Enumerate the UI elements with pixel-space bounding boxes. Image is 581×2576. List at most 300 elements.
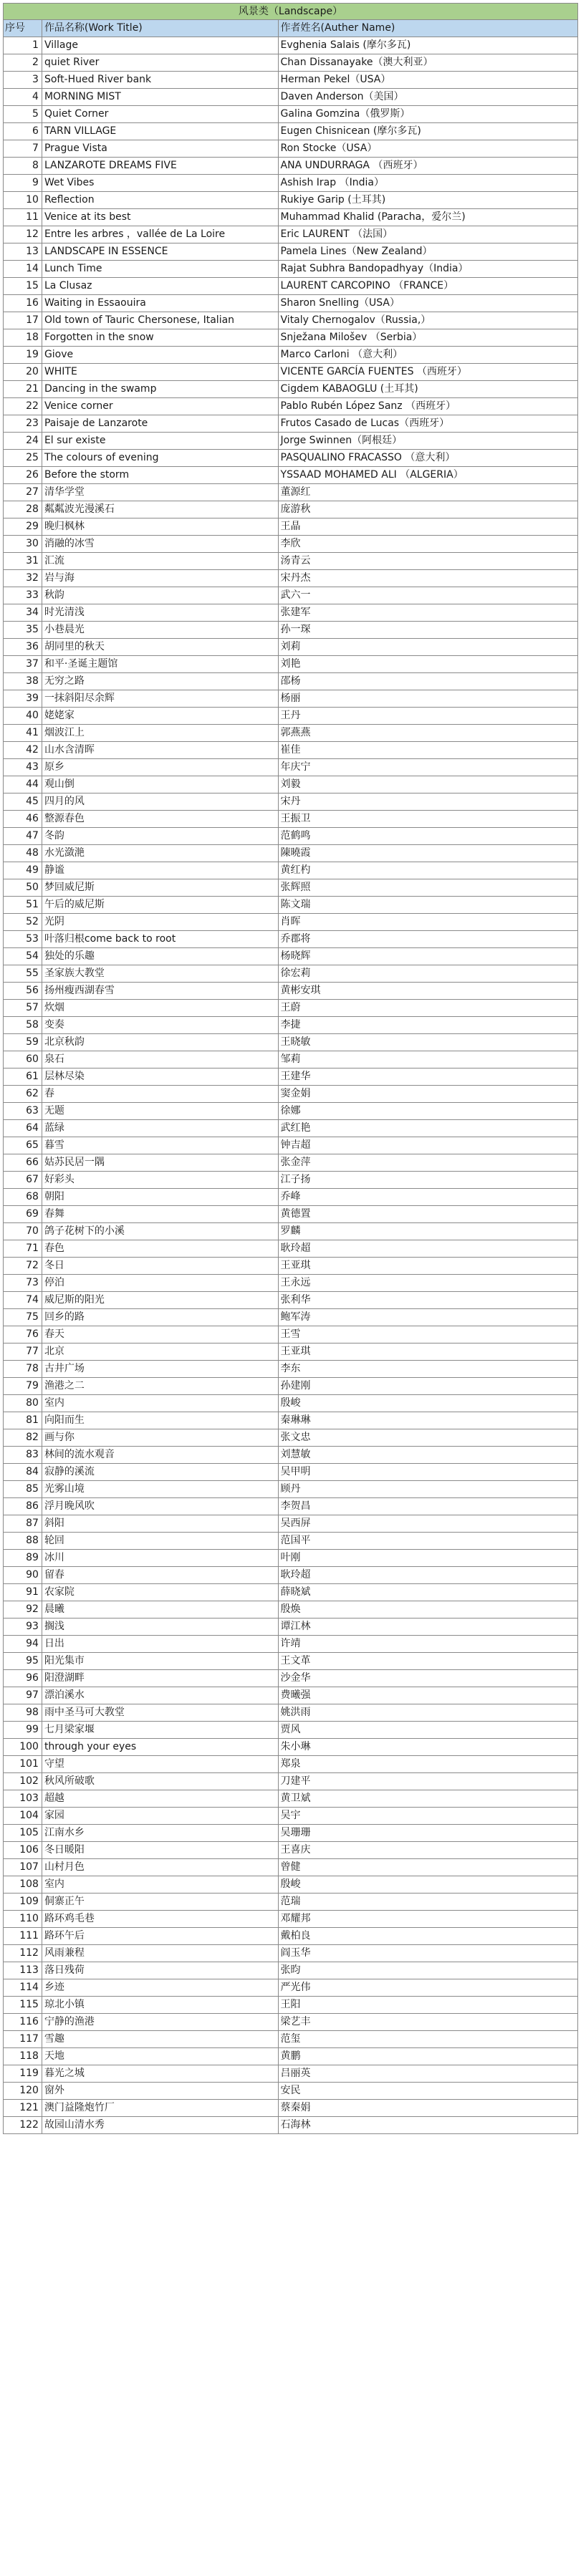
table-row [3, 1326, 578, 1344]
author-name-cell: 徐宏莉 [279, 965, 578, 982]
table-row [3, 1240, 578, 1258]
author-name-cell: 张文忠 [279, 1429, 578, 1446]
work-title-cell: 春 [42, 1086, 279, 1102]
row-number: 38 [4, 673, 42, 690]
work-title-cell: 无题 [42, 1103, 279, 1119]
row-number: 52 [4, 914, 42, 930]
author-name-cell: 江子扬 [279, 1172, 578, 1188]
table-row [3, 759, 578, 776]
row-number: 70 [4, 1223, 42, 1240]
table-row [3, 1481, 578, 1498]
table-row [3, 1344, 578, 1361]
row-number: 76 [4, 1326, 42, 1343]
row-number: 19 [4, 347, 42, 363]
author-name-cell: 黄德置 [279, 1206, 578, 1222]
author-name-cell: 顾丹 [279, 1481, 578, 1497]
work-title-cell: 路环鸡毛巷 [42, 1911, 279, 1927]
work-title-cell: 烟波江上 [42, 725, 279, 741]
work-title-cell: El sur existe [42, 433, 279, 449]
author-name-cell: 秦琳琳 [279, 1412, 578, 1429]
author-name-cell: 乔峰 [279, 1189, 578, 1205]
author-name-cell: 薛晓斌 [279, 1584, 578, 1601]
table-row [3, 1808, 578, 1825]
table-row [3, 37, 578, 54]
row-number: 14 [4, 261, 42, 277]
work-title-cell: 故园山清水秀 [42, 2117, 279, 2133]
header-no: 序号 [4, 20, 42, 37]
table-row [3, 1292, 578, 1309]
author-name-cell: 陈文瑞 [279, 897, 578, 913]
row-number: 113 [4, 1962, 42, 1979]
table-row [3, 1378, 578, 1395]
author-name-cell: 王喜庆 [279, 1842, 578, 1858]
work-title-cell: 春色 [42, 1240, 279, 1257]
table-row [3, 398, 578, 415]
work-title-cell: 乡迹 [42, 1979, 279, 1996]
row-number: 68 [4, 1189, 42, 1205]
table-row [3, 1567, 578, 1584]
row-number: 32 [4, 570, 42, 587]
work-title-cell: 晚归枫林 [42, 518, 279, 535]
author-name-cell: 戴柏良 [279, 1928, 578, 1944]
work-title-cell: 守望 [42, 1756, 279, 1772]
table-row [3, 570, 578, 587]
row-number: 6 [4, 123, 42, 140]
table-row [3, 673, 578, 690]
work-title-cell: 北京秋韵 [42, 1034, 279, 1051]
row-number: 90 [4, 1567, 42, 1583]
work-title-cell: 澳门益隆炮竹厂 [42, 2100, 279, 2116]
author-name-cell: Herman Pekel（USA） [279, 72, 578, 88]
table-row [3, 175, 578, 192]
row-number: 48 [4, 845, 42, 862]
work-title-cell: Waiting in Essaouira [42, 295, 279, 312]
row-number: 73 [4, 1275, 42, 1291]
table-row [3, 295, 578, 312]
work-title-cell: 秋风所破歌 [42, 1773, 279, 1790]
work-title-cell: 北京 [42, 1344, 279, 1360]
work-title-cell: 姥姥家 [42, 708, 279, 724]
author-name-cell: 王永远 [279, 1275, 578, 1291]
work-title-cell: Soft-Hued River bank [42, 72, 279, 88]
table-row [3, 845, 578, 862]
author-name-cell: Ashish Irap （India） [279, 175, 578, 191]
table-row [3, 1189, 578, 1206]
table-row [3, 1103, 578, 1120]
work-title-cell: 江南水乡 [42, 1825, 279, 1841]
row-number: 109 [4, 1894, 42, 1910]
author-name-cell: 黄红杓 [279, 862, 578, 879]
work-title-cell: 暮光之城 [42, 2065, 279, 2082]
author-name-cell: Vitaly Chernogalov（Russia,） [279, 312, 578, 329]
row-number: 95 [4, 1653, 42, 1669]
row-number: 71 [4, 1240, 42, 1257]
row-number: 64 [4, 1120, 42, 1137]
row-number: 118 [4, 2048, 42, 2065]
row-number: 87 [4, 1515, 42, 1532]
author-name-cell: 徐娜 [279, 1103, 578, 1119]
author-name-cell: 张金萍 [279, 1154, 578, 1171]
work-title-cell: 梦回威尼斯 [42, 879, 279, 896]
author-name-cell: 张辉照 [279, 879, 578, 896]
row-number: 112 [4, 1945, 42, 1962]
table-row [3, 828, 578, 845]
work-title-cell: Paisaje de Lanzarote [42, 415, 279, 432]
author-name-cell: 刘慧敏 [279, 1447, 578, 1463]
row-number: 92 [4, 1601, 42, 1618]
row-number: 53 [4, 931, 42, 947]
work-title-cell: Wet Vibes [42, 175, 279, 191]
row-number: 26 [4, 467, 42, 483]
author-name-cell: 鲍军涛 [279, 1309, 578, 1326]
author-name-cell: 宋丹杰 [279, 570, 578, 587]
work-title-cell: 风雨兼程 [42, 1945, 279, 1962]
row-number: 61 [4, 1068, 42, 1085]
table-row [3, 261, 578, 278]
table-row [3, 914, 578, 931]
author-name-cell: 孙一琛 [279, 622, 578, 638]
work-title-cell: 阳光集市 [42, 1653, 279, 1669]
row-number: 66 [4, 1154, 42, 1171]
row-number: 67 [4, 1172, 42, 1188]
table-row [3, 1739, 578, 1756]
work-title-cell: 轮回 [42, 1533, 279, 1549]
author-name-cell: 郑泉 [279, 1756, 578, 1772]
author-name-cell: Jorge Swinnen（阿根廷） [279, 433, 578, 449]
row-number: 2 [4, 54, 42, 71]
work-title-cell: 静谧 [42, 862, 279, 879]
table-row [3, 1447, 578, 1464]
work-title-cell: 叶落归根come back to root [42, 931, 279, 947]
table-row [3, 708, 578, 725]
author-name-cell: 严光伟 [279, 1979, 578, 1996]
table-row [3, 725, 578, 742]
table-row [3, 347, 578, 364]
table-row [3, 72, 578, 89]
author-name-cell: 王文革 [279, 1653, 578, 1669]
work-title-cell: 粼粼波光漫溪石 [42, 501, 279, 518]
work-title-cell: 晨曦 [42, 1601, 279, 1618]
table-row [3, 312, 578, 329]
table-row [3, 364, 578, 381]
author-name-cell: PASQUALINO FRACASSO （意大利） [279, 450, 578, 466]
work-title-cell: 落日残荷 [42, 1962, 279, 1979]
author-name-cell: Eugen Chisnicean (摩尔多瓦) [279, 123, 578, 140]
spreadsheet [3, 3, 578, 2134]
author-name-cell: 贾风 [279, 1722, 578, 1738]
table-row [3, 1034, 578, 1051]
author-name-cell: 邓耀邦 [279, 1911, 578, 1927]
table-row [3, 639, 578, 656]
work-title-cell: 鸽子花树下的小溪 [42, 1223, 279, 1240]
table-row [3, 243, 578, 261]
author-name-cell: 李东 [279, 1361, 578, 1377]
row-number: 42 [4, 742, 42, 758]
row-number: 72 [4, 1258, 42, 1274]
author-name-cell: LAURENT CARCOPINO （FRANCE） [279, 278, 578, 294]
author-name-cell: 王晓敏 [279, 1034, 578, 1051]
author-name-cell: 朱小琳 [279, 1739, 578, 1755]
table-row [3, 965, 578, 983]
author-name-cell: 董源红 [279, 484, 578, 501]
table-row [3, 931, 578, 948]
table-row [3, 1756, 578, 1773]
work-title-cell: WHITE [42, 364, 279, 380]
table-row [3, 983, 578, 1000]
table-row [3, 2117, 578, 2134]
header-work-title: 作品名称(Work Title) [42, 20, 279, 37]
work-title-cell: 雪趣 [42, 2031, 279, 2047]
table-row [3, 587, 578, 604]
author-name-cell: 王丹 [279, 708, 578, 724]
table-row [3, 1395, 578, 1412]
work-title-cell: Prague Vista [42, 140, 279, 157]
author-name-cell: 黄彬安琪 [279, 983, 578, 999]
table-row [3, 1498, 578, 1515]
author-name-cell: 肖晖 [279, 914, 578, 930]
row-number: 86 [4, 1498, 42, 1515]
table-row [3, 793, 578, 811]
table-row [3, 1928, 578, 1945]
table-row [3, 467, 578, 484]
row-number: 104 [4, 1808, 42, 1824]
author-name-cell: 王晶 [279, 518, 578, 535]
work-title-cell: 和平·圣诞主题馆 [42, 656, 279, 672]
table-row [3, 1206, 578, 1223]
author-name-cell: 刘毅 [279, 776, 578, 793]
row-number: 41 [4, 725, 42, 741]
table-row [3, 433, 578, 450]
table-row [3, 1172, 578, 1189]
row-number: 84 [4, 1464, 42, 1480]
row-number: 119 [4, 2065, 42, 2082]
row-number: 39 [4, 690, 42, 707]
row-number: 45 [4, 793, 42, 810]
row-number: 57 [4, 1000, 42, 1016]
work-title-cell: 古井广场 [42, 1361, 279, 1377]
table-row [3, 776, 578, 793]
work-title-cell: 侗寨正午 [42, 1894, 279, 1910]
work-title-cell: 画与你 [42, 1429, 279, 1446]
table-row [3, 1533, 578, 1550]
row-number: 99 [4, 1722, 42, 1738]
work-title-cell: through your eyes [42, 1739, 279, 1755]
row-number: 116 [4, 2014, 42, 2030]
work-title-cell: 消融的冰雪 [42, 536, 279, 552]
work-title-cell: 冰川 [42, 1550, 279, 1566]
row-number: 111 [4, 1928, 42, 1944]
author-name-cell: 孙建刚 [279, 1378, 578, 1394]
row-number: 59 [4, 1034, 42, 1051]
work-title-cell: 光阴 [42, 914, 279, 930]
author-name-cell: 武红艳 [279, 1120, 578, 1137]
table-row [3, 1584, 578, 1601]
author-name-cell: 沙金华 [279, 1670, 578, 1687]
work-title-cell: 四月的风 [42, 793, 279, 810]
work-title-cell: 琼北小镇 [42, 1997, 279, 2013]
row-number: 114 [4, 1979, 42, 1996]
work-title-cell: 胡同里的秋天 [42, 639, 279, 655]
row-number: 10 [4, 192, 42, 208]
table-row [3, 1515, 578, 1533]
author-name-cell: 李捷 [279, 1017, 578, 1033]
author-name-cell: Muhammad Khalid (Paracha，爱尔兰) [279, 209, 578, 226]
row-number: 7 [4, 140, 42, 157]
row-number: 50 [4, 879, 42, 896]
work-title-cell: 观山倒 [42, 776, 279, 793]
table-row [3, 123, 578, 140]
author-name-cell: Sharon Snelling（USA） [279, 295, 578, 312]
row-number: 122 [4, 2117, 42, 2133]
row-number: 74 [4, 1292, 42, 1308]
row-number: 83 [4, 1447, 42, 1463]
work-title-cell: 阳澄湖畔 [42, 1670, 279, 1687]
work-title-cell: 日出 [42, 1636, 279, 1652]
row-number: 80 [4, 1395, 42, 1412]
table-row [3, 1275, 578, 1292]
work-title-cell: MORNING MIST [42, 89, 279, 105]
work-title-cell: LANZAROTE DREAMS FIVE [42, 158, 279, 174]
author-name-cell: 殷峻 [279, 1395, 578, 1412]
author-name-cell: 蔡秦娟 [279, 2100, 578, 2116]
work-title-cell: 原乡 [42, 759, 279, 776]
author-name-cell: 吴珊珊 [279, 1825, 578, 1841]
row-number: 44 [4, 776, 42, 793]
work-title-cell: 春舞 [42, 1206, 279, 1222]
work-title-cell: 超越 [42, 1790, 279, 1807]
table-row [3, 690, 578, 708]
work-title-cell: 搁浅 [42, 1619, 279, 1635]
row-number: 78 [4, 1361, 42, 1377]
work-title-cell: 冬日 [42, 1258, 279, 1274]
author-name-cell: Cigdem KABAOGLU (土耳其) [279, 381, 578, 397]
table-row [3, 1223, 578, 1240]
author-name-cell: Ron Stocke（USA） [279, 140, 578, 157]
row-number: 46 [4, 811, 42, 827]
author-name-cell: 范玺 [279, 2031, 578, 2047]
row-number: 82 [4, 1429, 42, 1446]
author-name-cell: 王阳 [279, 1997, 578, 2013]
row-number: 110 [4, 1911, 42, 1927]
table-row [3, 1636, 578, 1653]
table-row [3, 742, 578, 759]
work-title-cell: 冬韵 [42, 828, 279, 844]
work-title-cell: 一抹斜阳尽余辉 [42, 690, 279, 707]
row-number: 5 [4, 106, 42, 122]
work-title-cell: 威尼斯的阳光 [42, 1292, 279, 1308]
table-row [3, 948, 578, 965]
table-row [3, 2083, 578, 2100]
header-author-name: 作者姓名(Auther Name) [279, 20, 578, 37]
table-row [3, 1842, 578, 1859]
work-title-cell: 室内 [42, 1876, 279, 1893]
work-title-cell: 宁静的渔港 [42, 2014, 279, 2030]
work-title-cell: 清华学堂 [42, 484, 279, 501]
author-name-cell: Rajat Subhra Bandopadhyay（India） [279, 261, 578, 277]
work-title-cell: 林间的流水观音 [42, 1447, 279, 1463]
work-title-cell: Venice corner [42, 398, 279, 415]
table-body [3, 37, 578, 2134]
author-name-cell: Snježana Milošev （Serbia） [279, 329, 578, 346]
table-row [3, 1997, 578, 2014]
table-row [3, 381, 578, 398]
table-row [3, 106, 578, 123]
author-name-cell: YSSAAD MOHAMED ALI （ALGERIA） [279, 467, 578, 483]
author-name-cell: 耿玲超 [279, 1567, 578, 1583]
work-title-cell: Reflection [42, 192, 279, 208]
author-name-cell: 郭燕燕 [279, 725, 578, 741]
table-row [3, 1086, 578, 1103]
row-number: 31 [4, 553, 42, 569]
author-name-cell: 黄卫斌 [279, 1790, 578, 1807]
work-title-cell: Before the storm [42, 467, 279, 483]
author-name-cell: 杨丽 [279, 690, 578, 707]
table-row [3, 450, 578, 467]
table-row [3, 1825, 578, 1842]
author-name-cell: 张建军 [279, 604, 578, 621]
row-number: 23 [4, 415, 42, 432]
table-row [3, 1790, 578, 1808]
table-row [3, 1464, 578, 1481]
table-row [3, 89, 578, 106]
row-number: 89 [4, 1550, 42, 1566]
table-row [3, 879, 578, 897]
row-number: 12 [4, 226, 42, 243]
author-name-cell: 范瑞 [279, 1894, 578, 1910]
author-name-cell: 王雪 [279, 1326, 578, 1343]
table-row [3, 811, 578, 828]
table-row [3, 1309, 578, 1326]
author-name-cell: 许靖 [279, 1636, 578, 1652]
author-name-cell: 王振卫 [279, 811, 578, 827]
work-title-cell: 变奏 [42, 1017, 279, 1033]
table-row [3, 329, 578, 347]
row-number: 65 [4, 1137, 42, 1154]
table-row [3, 2031, 578, 2048]
row-number: 94 [4, 1636, 42, 1652]
row-number: 55 [4, 965, 42, 982]
table-row [3, 1653, 578, 1670]
work-title-cell: 朝阳 [42, 1189, 279, 1205]
table-row [3, 1704, 578, 1722]
author-name-cell: 安民 [279, 2083, 578, 2099]
row-number: 108 [4, 1876, 42, 1893]
row-number: 13 [4, 243, 42, 260]
row-number: 120 [4, 2083, 42, 2099]
row-number: 20 [4, 364, 42, 380]
table-row [3, 1550, 578, 1567]
author-name-cell: 王蔚 [279, 1000, 578, 1016]
work-title-cell: 炊烟 [42, 1000, 279, 1016]
author-name-cell: 范国平 [279, 1533, 578, 1549]
row-number: 22 [4, 398, 42, 415]
author-name-cell: 费曦强 [279, 1687, 578, 1704]
row-number: 105 [4, 1825, 42, 1841]
work-title-cell: 汇流 [42, 553, 279, 569]
row-number: 54 [4, 948, 42, 965]
author-name-cell: 吴宇 [279, 1808, 578, 1824]
work-title-cell: Giove [42, 347, 279, 363]
work-title-cell: Lunch Time [42, 261, 279, 277]
work-title-cell: TARN VILLAGE [42, 123, 279, 140]
author-name-cell: 李贺昌 [279, 1498, 578, 1515]
author-name-cell: 钟吉超 [279, 1137, 578, 1154]
work-title-cell: Venice at its best [42, 209, 279, 226]
author-name-cell: 吴西屏 [279, 1515, 578, 1532]
row-number: 58 [4, 1017, 42, 1033]
author-name-cell: Daven Anderson（美国） [279, 89, 578, 105]
work-title-cell: 斜阳 [42, 1515, 279, 1532]
